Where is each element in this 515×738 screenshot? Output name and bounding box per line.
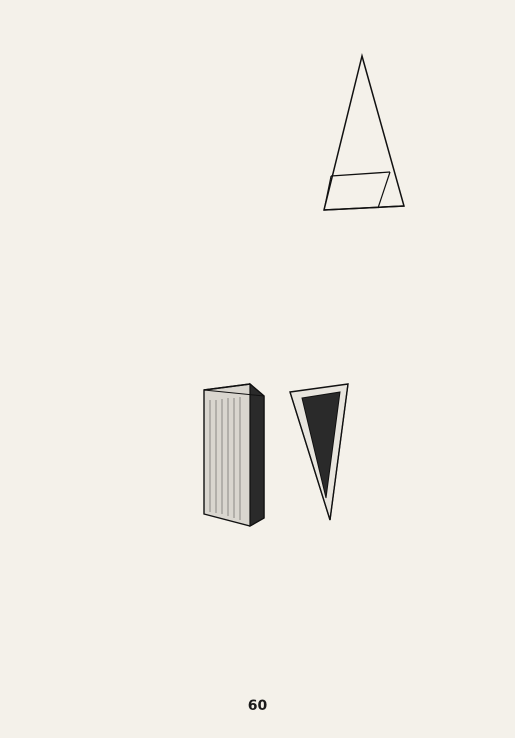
page-number: 60 (247, 698, 268, 714)
solids-diagram (190, 380, 360, 530)
triangle-figure (300, 48, 420, 218)
pyramid-shape (290, 384, 348, 520)
solids-figure (190, 380, 360, 530)
triangle-diagram (300, 48, 420, 218)
prism-shape (204, 384, 264, 526)
